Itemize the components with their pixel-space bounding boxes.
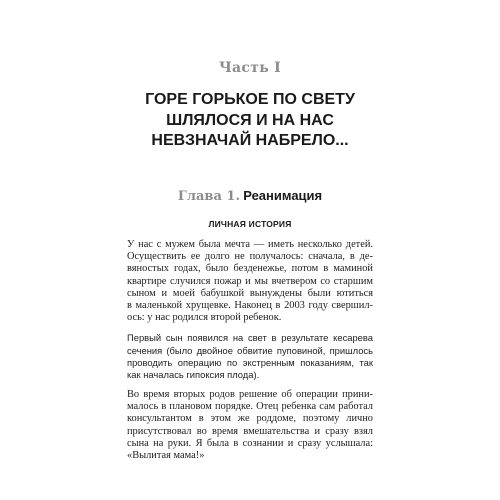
paragraph-3 — [127, 389, 373, 462]
paragraph-2 — [127, 332, 373, 381]
paragraph-line: консультантом в этом же роддоме, поэтому лично — [127, 413, 373, 425]
paragraph-line: малось в плановом порядке. Отец ребенка сам работал — [127, 401, 373, 413]
paragraph-line: ось: у нас родился второй ребенок. — [127, 312, 282, 324]
paragraph-line: Осуществить ее долго не получалось: сначала, в де- — [127, 251, 373, 263]
paragraph-line: квартире случился пожар и мы вчетвером со старшим — [127, 275, 373, 287]
paragraph-1 — [127, 239, 373, 324]
paragraph-line: «Вылитая мама!» — [127, 450, 205, 461]
paragraph-line: сечения (было двойное обвитие пуповиной, пришлось — [127, 344, 373, 356]
paragraph-line: проводить операцию по экстренным показаниям, так — [127, 356, 373, 368]
paragraph-line: У нас с мужем была мечта — иметь несколько детей. — [127, 239, 373, 250]
paragraph-line: как началась гипоксия плода). — [127, 368, 260, 380]
paragraph-line: присутствовал во время вмешательства и сразу взял — [127, 425, 373, 437]
part-title — [0, 90, 500, 152]
chapter-heading — [0, 188, 500, 204]
part-title-line: НЕВЗНАЧАЙ НАБРЕЛО... — [151, 132, 349, 149]
paragraph-line: Первый сын появился на свет в результате кесарева — [127, 332, 373, 344]
paragraph-line: в маленькой хрущевке. Наконец в 2003 году свершил- — [127, 299, 373, 311]
part-title-line: ГОРЕ ГОРЬКОЕ ПО СВЕТУ — [145, 91, 355, 108]
body-text — [127, 239, 373, 470]
part-title-line: ШЛЯЛОСЯ И НА НАС — [166, 111, 334, 129]
chapter-name: Реанимация — [243, 188, 323, 203]
paragraph-line: сына на руки. Я была в сознании и сразу услышала: — [127, 437, 373, 449]
paragraph-line: сыном и моей бабушкой вынуждены были ютиться — [127, 287, 373, 299]
paragraph-line: вяностых годах, было безденежье, потом в маминой — [127, 263, 373, 275]
chapter-number: Глава 1. — [177, 189, 240, 204]
section-heading: ЛИЧНАЯ ИСТОРИЯ — [208, 219, 292, 229]
part-label: Часть I — [218, 60, 282, 76]
paragraph-line: Во время вторых родов решение об операции прини- — [127, 389, 373, 401]
